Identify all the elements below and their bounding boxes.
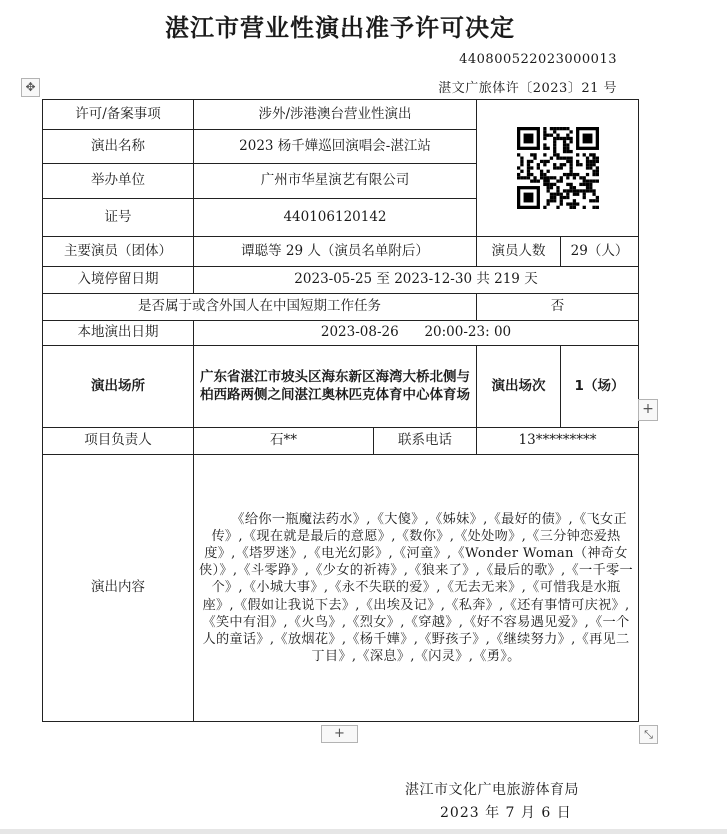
permit-table (42, 99, 639, 722)
manager-value: 石** (194, 428, 374, 455)
show-name-value: 2023 杨千嬅巡回演唱会-湛江站 (194, 130, 477, 164)
qr-code (517, 127, 599, 209)
performers-value: 谭聪等 29 人（演员名单附后） (194, 237, 477, 267)
show-name-label: 演出名称 (43, 130, 194, 164)
stay-dates-value: 2023-05-25 至 2023-12-30 共 219 天 (194, 267, 639, 294)
table-row (43, 428, 639, 455)
document-title: 湛江市营业性演出准予许可决定 (165, 14, 515, 42)
table-row (43, 237, 639, 267)
performer-count-value: 29（人） (561, 237, 639, 267)
permit-item-label: 许可/备案事项 (43, 100, 194, 130)
foreign-work-value: 否 (477, 294, 639, 321)
document-number: 湛文广旅体许〔2023〕21 号 (438, 81, 617, 96)
table-row (43, 100, 639, 130)
organizer-value: 广州市华星演艺有限公司 (194, 164, 477, 199)
sessions-value: 1（场） (561, 346, 639, 428)
add-column-button[interactable]: + (321, 725, 358, 743)
table-resize-handle[interactable] (639, 725, 658, 744)
issue-date: 2023 年 7 月 6 日 (440, 805, 572, 821)
add-row-button[interactable]: + (638, 399, 658, 421)
table-move-handle[interactable] (21, 78, 40, 97)
table-row (43, 346, 639, 428)
manager-label: 项目负责人 (43, 428, 194, 455)
phone-label: 联系电话 (374, 428, 477, 455)
page-bottom-divider (0, 829, 727, 834)
stay-dates-label: 入境停留日期 (43, 267, 194, 294)
performers-label: 主要演员（团体） (43, 237, 194, 267)
local-date-label: 本地演出日期 (43, 321, 194, 346)
foreign-work-label: 是否属于或含外国人在中国短期工作任务 (43, 294, 477, 321)
content-value: 《给你一瓶魔法药水》,《大傻》,《姊妹》,《最好的债》,《飞女正传》,《现在就是最后的意愿》,《数你》,《处处吻》,《三分钟恋爱热度》,《塔罗迷》,《电光幻影》,《河童》,《Wonder Woman（神奇女侠）》,《斗零踭》,《少女的祈祷》,《狼来了》,《最后的歌》,《一千零一个》,《小城大事》,《永不失联的爱》,《无去无来》,《可惜我是水瓶座》,《假如让我说下去》,《出埃及记》,《私奔》,《还有事情可庆祝》,《笑中有泪》,《火鸟》,《烈女》,《穿越》,《好不容易遇见爱》,《一个人的童话》,《放烟花》,《杨千嬅》,《野孩子》,《继续努力》,《再见二丁目》,《深息》,《闪灵》,《勇》。 (194, 455, 639, 722)
organizer-label: 举办单位 (43, 164, 194, 199)
local-date-value: 2023-08-26 20:00-23: 00 (194, 321, 639, 346)
table-row (43, 455, 639, 722)
resize-icon: ⤡ (644, 728, 653, 741)
content-label: 演出内容 (43, 455, 194, 722)
table-row (43, 294, 639, 321)
cert-no-value: 440106120142 (194, 199, 477, 237)
permit-item-value: 涉外/涉港澳台营业性演出 (194, 100, 477, 130)
sessions-label: 演出场次 (477, 346, 561, 428)
move-icon: ✥ (25, 80, 36, 94)
table-row (43, 267, 639, 294)
issuing-authority: 湛江市文化广电旅游体育局 (405, 782, 579, 798)
venue-value: 广东省湛江市坡头区海东新区海湾大桥北侧与柏西路两侧之间湛江奥林匹克体育中心体育场 (194, 346, 477, 428)
qr-code-cell (477, 100, 639, 237)
performer-count-label: 演员人数 (477, 237, 561, 267)
table-row (43, 321, 639, 346)
cert-no-label: 证号 (43, 199, 194, 237)
serial-number: 440800522023000013 (459, 52, 617, 67)
venue-label: 演出场所 (43, 346, 194, 428)
phone-value: 13********* (477, 428, 639, 455)
